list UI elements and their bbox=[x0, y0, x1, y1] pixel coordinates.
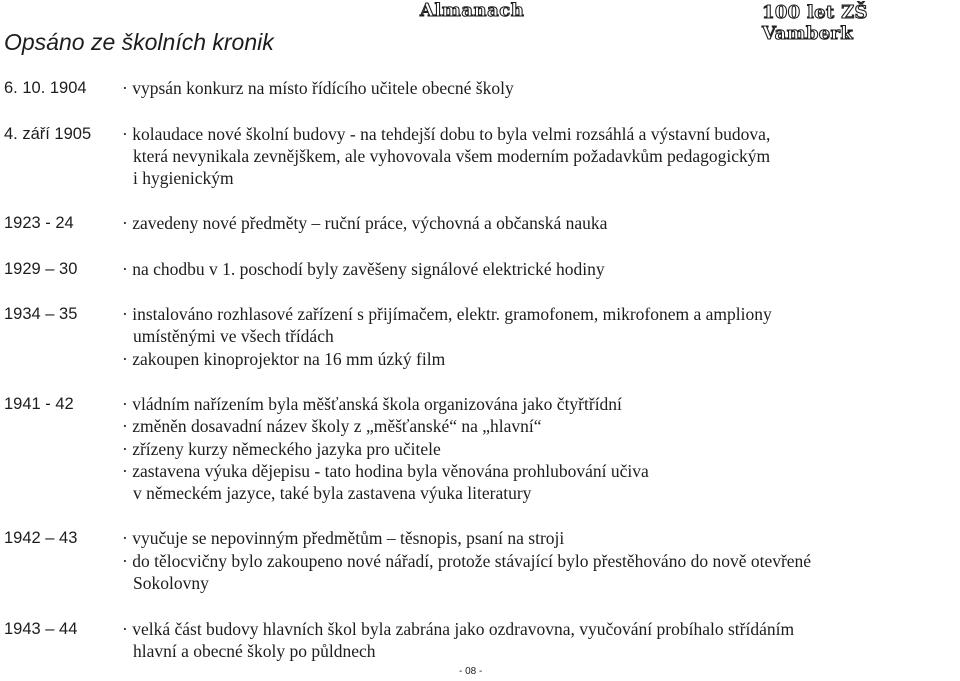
school-header: 100 let ZŠ Vamberk bbox=[762, 2, 868, 44]
entry-date: 1929 – 30 bbox=[4, 260, 78, 278]
entry-line: která nevynikala zevnějškem, ale vyhovovala všem moderním požadavkům pedagogickým bbox=[133, 146, 771, 166]
entry-line: · zřízeny kurzy německého jazyka pro učitele bbox=[122, 439, 441, 459]
almanach-header: Almanach bbox=[420, 0, 525, 21]
entry-line: · kolaudace nové školní budovy - na tehdejší dobu to byla velmi rozsáhlá a výstavní budova, bbox=[122, 124, 771, 144]
entry-line: · instalováno rozhlasové zařízení s přijímačem, elektr. gramofonem, mikrofonem a ampliony bbox=[122, 304, 772, 324]
entry-line: i hygienickým bbox=[133, 168, 234, 188]
entry-line: · vypsán konkurz na místo řídícího učitele obecné školy bbox=[122, 78, 514, 98]
entry-date: 1943 – 44 bbox=[4, 620, 78, 638]
entry-line: · zastavena výuka dějepisu - tato hodina byla věnována prohlubování učiva bbox=[122, 461, 649, 481]
entry-date: 1934 – 35 bbox=[4, 305, 78, 323]
entry-line: · velká část budovy hlavních škol byla zabrána jako ozdravovna, vyučování probíhalo střídáním bbox=[122, 619, 795, 639]
entry-line: · změněn dosavadní název školy z „měšťanské“ na „hlavní“ bbox=[122, 416, 542, 436]
entry-date: 6. 10. 1904 bbox=[4, 79, 87, 97]
entry-line: hlavní a obecné školy po půldnech bbox=[133, 641, 376, 661]
entry-line: v německém jazyce, také byla zastavena výuka literatury bbox=[133, 483, 532, 503]
entry-line: · zakoupen kinoprojektor na 16 mm úzký film bbox=[122, 349, 446, 369]
entry-date: 1941 - 42 bbox=[4, 395, 74, 413]
entry-line: · do tělocvičny bylo zakoupeno nové nářadí, protože stávající bylo přestěhováno do nově otevřené bbox=[122, 551, 812, 571]
entry-line: · vládním nařízením byla měšťanská škola organizována jako čtyřtřídní bbox=[122, 394, 622, 414]
entry-date: 4. září 1905 bbox=[4, 125, 92, 143]
page-number: - 08 - bbox=[459, 666, 483, 677]
entry-line: · na chodbu v 1. poschodí byly zavěšeny signálové elektrické hodiny bbox=[122, 259, 605, 279]
entry-line: · zavedeny nové předměty – ruční práce, výchovná a občanská nauka bbox=[122, 213, 608, 233]
page-title: Opsáno ze školních kronik bbox=[4, 29, 274, 55]
entry-date: 1942 – 43 bbox=[4, 529, 78, 547]
entry-line: umístěnými ve všech třídách bbox=[133, 326, 334, 346]
entry-line: Sokolovny bbox=[133, 573, 209, 593]
entry-date: 1923 - 24 bbox=[4, 214, 74, 232]
entry-line: · vyučuje se nepovinným předmětům – těsnopis, psaní na stroji bbox=[122, 528, 565, 548]
